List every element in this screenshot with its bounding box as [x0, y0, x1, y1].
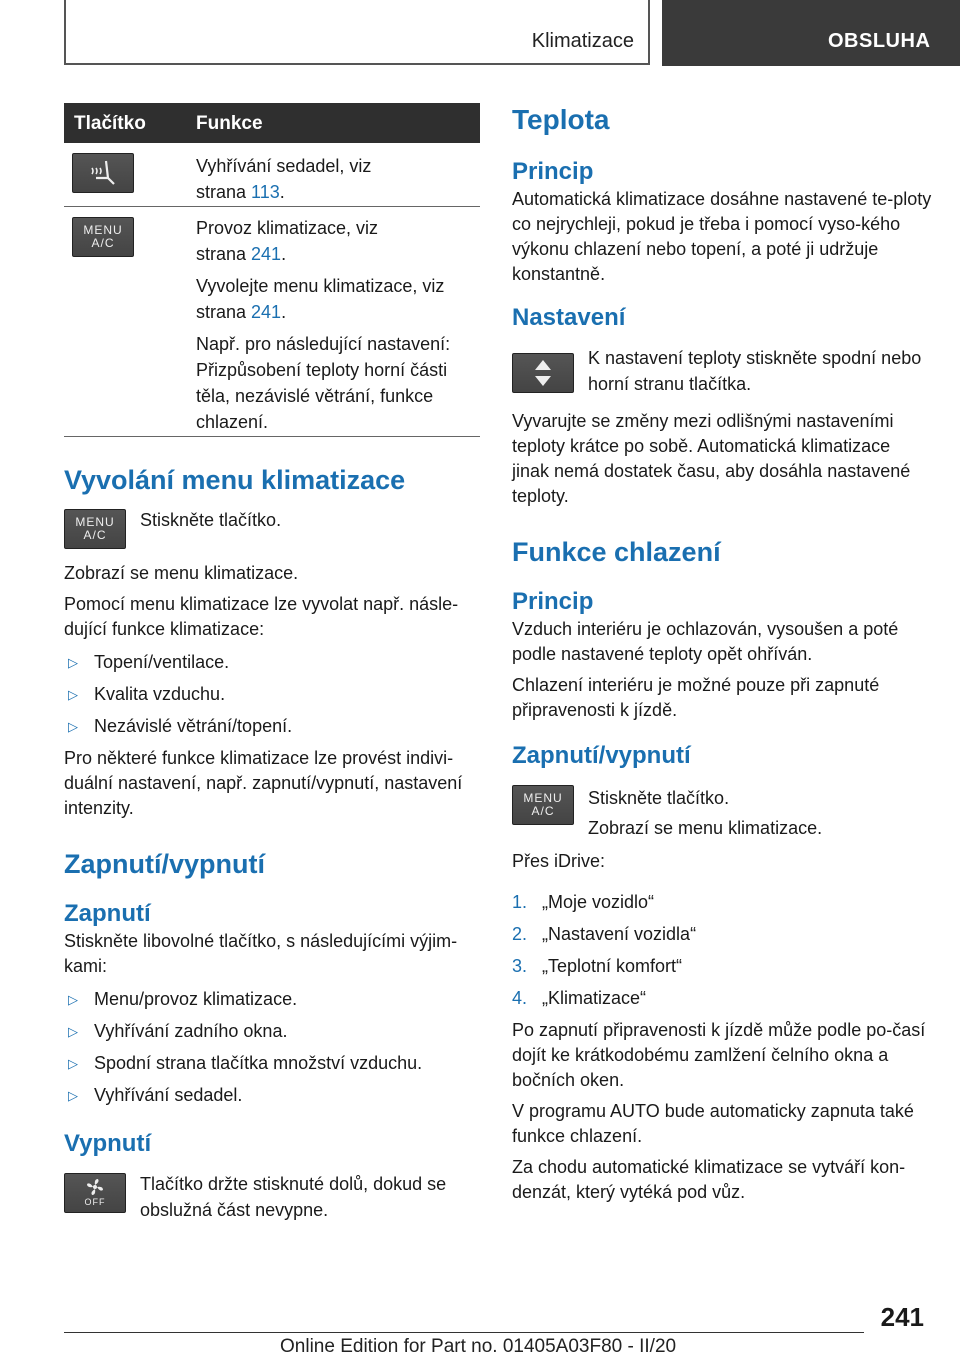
heading-setting: Nastavení — [512, 304, 626, 331]
step-number: 4. — [512, 988, 528, 1008]
cooling-principle-text: Vzduch interiéru je ochlazován, vysoušen a poté podle nastavené teploty opět ohříván. — [512, 619, 899, 664]
step-text: „Moje vozidlo“ — [542, 892, 655, 912]
step-text: „Teplotní komfort“ — [542, 956, 683, 976]
list-item: ▷ Vyhřívání zadního okna. — [64, 1019, 480, 1044]
table-row — [64, 207, 480, 437]
up-down-arrows-icon — [532, 358, 554, 388]
fan-icon — [85, 1178, 105, 1196]
ac-button-label: A/C — [531, 804, 555, 818]
heading-cooling: Funkce chlazení — [512, 537, 721, 567]
switch-off-text: Tlačítko držte stisknuté dolů, dokud se obslužná část nevypne. — [140, 1174, 447, 1220]
table-header — [64, 103, 480, 143]
footer-divider — [64, 1332, 864, 1333]
right-column — [512, 103, 932, 1205]
menu-button-label: MENU — [83, 223, 123, 237]
ac-operation-text: Provoz klimatizace, viz — [196, 218, 379, 238]
cooling-shows-text: Zobrazí se menu klimatizace. — [588, 818, 823, 838]
switch-off-line — [64, 1171, 480, 1223]
left-column — [64, 103, 480, 1223]
edition-text: Online Edition for Part no. 01405A03F80 - II/20 — [280, 1336, 677, 1357]
ac-settings-example: Např. pro následující nastavení: Přizpůsobení teploty horní části těla, nezávislé větrání, funkce chlazení. — [196, 334, 451, 432]
seat-heating-page-suffix: . — [279, 182, 285, 202]
heading-call-menu: Vyvolání menu klimatizace — [64, 465, 406, 495]
seat-heating-text: Vyhřívání sedadel, viz — [196, 156, 372, 176]
ac-operation-page-prefix: strana — [196, 244, 252, 264]
fan-off-button-image — [64, 1173, 126, 1213]
temp-setting-line — [512, 345, 932, 397]
header-chapter-tab — [662, 0, 960, 66]
ac-menu-page-suffix: . — [281, 302, 287, 322]
temp-setting-note: Vyvarujte se změny mezi odlišnými nastaveními teploty krátce po sobě. Automatická klimatizace jinak nemá dostatek času, aby dosáhla nastavené teploty. — [512, 411, 911, 506]
page-link-241[interactable]: 241 — [251, 302, 282, 322]
seat-heating-button-image — [72, 153, 134, 193]
temp-rocker-button-image — [512, 353, 574, 393]
cooling-press-text: Stiskněte tlačítko. — [588, 788, 730, 808]
step-number: 1. — [512, 892, 528, 912]
temp-setting-text: K nastavení teploty stiskněte spodní nebo horní stranu tlačítka. — [588, 348, 922, 394]
menu-press-text: Stiskněte tlačítko. — [140, 510, 282, 530]
header-section-title: Klimatizace — [531, 30, 634, 52]
idrive-steps-list — [512, 890, 932, 1011]
individual-settings-text: Pro některé funkce klimatizace lze provést indivi-duální nastavení, např. zapnutí/vypnutí, nastavení intenzity. — [64, 748, 463, 818]
list-item: ▷ Vyhřívání sedadel. — [64, 1083, 480, 1108]
heading-principle: Princip — [512, 158, 594, 185]
page-header — [0, 0, 960, 66]
cooling-press-line — [512, 783, 932, 843]
exceptions-list — [64, 987, 480, 1108]
menu-shows-text: Zobrazí se menu klimatizace. — [64, 563, 299, 583]
cooling-readiness-text: Chlazení interiéru je možné pouze při zapnuté připravenosti k jízdě. — [512, 675, 880, 720]
table-row — [64, 143, 480, 207]
list-item: ▷ Menu/provoz klimatizace. — [64, 987, 480, 1012]
idrive-text: Přes iDrive: — [512, 851, 606, 871]
heading-temperature: Teplota — [512, 104, 610, 135]
ac-menu-text: Vyvolejte menu klimatizace, viz — [196, 276, 445, 296]
heading-switch-off: Vypnutí — [64, 1130, 152, 1157]
ac-operation-page-suffix: . — [281, 244, 287, 264]
fog-text: Po zapnutí připravenosti k jízdě může podle po-časí dojít ke krátkodobému zamlžení čelního okna a bočních oken. — [512, 1020, 926, 1090]
ac-menu-page-prefix: strana — [196, 302, 252, 322]
step-number: 3. — [512, 956, 528, 976]
step-number: 2. — [512, 924, 528, 944]
list-item — [512, 954, 932, 979]
ac-button-label: A/C — [91, 236, 115, 250]
list-item — [512, 922, 932, 947]
page-link-113[interactable]: 113 — [251, 182, 280, 202]
heading-on-off: Zapnutí/vypnutí — [512, 742, 691, 769]
menu-button-label: MENU — [523, 791, 563, 805]
menu-functions-list — [64, 650, 480, 739]
list-item — [512, 890, 932, 915]
header-chapter-label: OBSLUHA — [828, 30, 931, 52]
list-item: ▷ Spodní strana tlačítka množství vzduchu. — [64, 1051, 480, 1076]
auto-program-text: V programu AUTO bude automaticky zapnuta také funkce chlazení. — [512, 1101, 914, 1146]
condensate-text: Za chodu automatické klimatizace se vytváří kon-denzát, který vytéká pod vůz. — [512, 1157, 906, 1202]
heading-principle: Princip — [512, 588, 594, 615]
list-item: ▷ Topení/ventilace. — [64, 650, 480, 675]
switch-on-text: Stiskněte libovolné tlačítko, s následujícími výjim-kami: — [64, 931, 458, 976]
page-footer — [0, 1300, 960, 1362]
off-label: OFF — [84, 1196, 106, 1207]
list-item — [512, 986, 932, 1011]
header-section-box — [64, 0, 650, 65]
list-item: ▷ Kvalita vzduchu. — [64, 682, 480, 707]
step-text: „Klimatizace“ — [542, 988, 647, 1008]
seat-heating-icon — [86, 158, 120, 188]
list-item: ▷ Nezávislé větrání/topení. — [64, 714, 480, 739]
page-link-241[interactable]: 241 — [251, 244, 282, 264]
menu-press-line — [64, 507, 480, 551]
menu-ac-button-image — [72, 217, 134, 257]
table-col-button: Tlačítko — [74, 113, 146, 134]
menu-desc-text: Pomocí menu klimatizace lze vyvolat např. násle-dující funkce klimatizace: — [64, 594, 459, 639]
heading-switch-on: Zapnutí — [64, 900, 151, 927]
menu-button-label: MENU — [75, 515, 115, 529]
menu-ac-button-image — [512, 785, 574, 825]
ac-button-label: A/C — [83, 528, 107, 542]
heading-on-off: Zapnutí/vypnutí — [64, 849, 265, 879]
step-text: „Nastavení vozidla“ — [542, 924, 697, 944]
seat-heating-page-prefix: strana — [196, 182, 252, 202]
menu-ac-button-image — [64, 509, 126, 549]
principle-text: Automatická klimatizace dosáhne nastavené te-ploty co nejrychleji, pokud je třeba i pomocí vyso-kého výkonu chlazení nebo topení, a poté ji udržuje konstantně. — [512, 189, 932, 284]
table-col-function: Funkce — [196, 113, 263, 134]
page-number: 241 — [880, 1302, 924, 1332]
